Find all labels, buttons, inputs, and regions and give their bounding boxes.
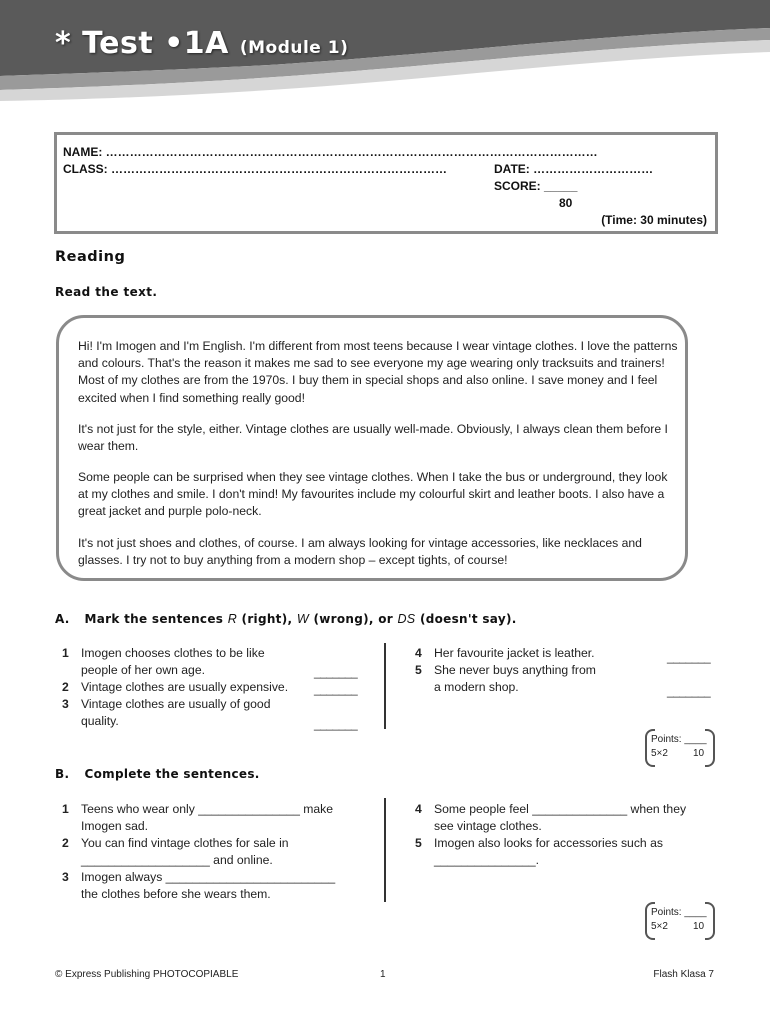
question-text: Vintage clothes are usually expensive.	[81, 680, 289, 694]
paragraph-1: Hi! I'm Imogen and I'm English. I'm different from most teens because I wear vintage clothes. I love the patterns and colours. That's the reason it makes me sad to see everyone my age wearing only tracksuits and trainers! Most of my clothes are from the 1970s. I buy them in special shops and also online. I save money and I feel excited when I find something really good!	[78, 339, 678, 405]
paragraph-2: It's not just for the style, either. Vintage clothes are usually well-made. Obviously, I always clean them before I wear them.	[78, 422, 668, 454]
question-number: 5	[415, 836, 422, 850]
question-text[interactable]: ___________________ and online.	[81, 853, 273, 867]
time-limit: (Time: 30 minutes)	[601, 213, 707, 227]
question-number: 3	[62, 870, 69, 884]
question-text: She never buys anything from	[434, 663, 596, 677]
reading-text-box	[56, 315, 688, 581]
question-number: 1	[62, 802, 69, 816]
question-text: see vintage clothes.	[434, 819, 542, 833]
question-text[interactable]: Imogen always _________________________	[81, 870, 336, 884]
answer-blank-a2[interactable]: _______	[314, 682, 358, 696]
points-label[interactable]: Points: ____	[651, 734, 707, 745]
label-w: W	[296, 612, 309, 626]
student-info-box	[54, 132, 718, 234]
question-number: 4	[415, 646, 422, 660]
question-text: people of her own age.	[81, 663, 205, 677]
class-field[interactable]: CLASS: …………………………………………………………………………	[63, 162, 447, 176]
paragraph-4: It's not just shoes and clothes, of course. I am always looking for vintage accessories, like necklaces and glasses. I try not to buy anything from a modern shop – except tights, of course!	[78, 536, 642, 568]
section-a-title	[55, 612, 517, 626]
score-total: 80	[559, 196, 573, 210]
answer-blank-a1[interactable]: _______	[314, 665, 358, 679]
points-max: 10	[693, 921, 705, 932]
label-r: R	[227, 612, 238, 626]
footer-copyright: © Express Publishing PHOTOCOPIABLE	[55, 969, 239, 980]
question-text: a modern shop.	[434, 680, 519, 694]
points-label[interactable]: Points: ____	[651, 907, 707, 918]
reading-instruction: Read the text.	[55, 285, 158, 299]
footer-page-number: 1	[380, 969, 386, 980]
footer-book-title: Flash Klasa 7	[653, 969, 714, 980]
question-text: Imogen chooses clothes to be like	[81, 646, 265, 660]
page-title	[55, 26, 348, 61]
paragraph-3: Some people can be surprised when they see vintage clothes. When I take the bus or underground, they look at my clothes and smile. I don't mind! My favourites include my colourful skirt and leather boots. I also have a great jacket and purple polo-neck.	[78, 470, 668, 519]
label-ds-text: (doesn't say).	[419, 612, 517, 626]
question-text: quality.	[81, 714, 119, 728]
header-banner	[0, 0, 770, 110]
score-field[interactable]: SCORE: _____	[494, 179, 578, 193]
section-b-letter: B.	[55, 767, 70, 781]
section-b-instruction: Complete the sentences.	[84, 767, 260, 781]
question-text: You can find vintage clothes for sale in	[81, 836, 289, 850]
column-divider-b	[384, 798, 386, 902]
label-w-text: (wrong), or	[313, 612, 393, 626]
label-r-text: (right),	[241, 612, 293, 626]
answer-blank-a3[interactable]: _______	[314, 717, 358, 731]
question-text: the clothes before she wears them.	[81, 887, 271, 901]
answer-blank-a4[interactable]: _______	[667, 650, 711, 664]
section-a-letter: A.	[55, 612, 70, 626]
label-ds: DS	[397, 612, 416, 626]
title-module: (Module 1)	[239, 38, 349, 58]
question-number: 2	[62, 680, 69, 694]
question-text: Vintage clothes are usually of good	[81, 697, 271, 711]
question-number: 5	[415, 663, 422, 677]
points-formula: 5×2	[651, 748, 668, 759]
question-number: 4	[415, 802, 422, 816]
question-number: 2	[62, 836, 69, 850]
question-number: 3	[62, 697, 69, 711]
points-box-a	[645, 729, 715, 767]
points-formula: 5×2	[651, 921, 668, 932]
name-field[interactable]: NAME: ……………………………………………………………………………………………………………	[63, 145, 598, 159]
question-text: Imogen sad.	[81, 819, 149, 833]
question-text[interactable]: _______________.	[434, 853, 540, 867]
question-text: Her favourite jacket is leather.	[434, 646, 595, 660]
date-field[interactable]: DATE: …………………………	[494, 162, 654, 176]
section-a-instruction: Mark the sentences	[84, 612, 224, 626]
section-b-title	[55, 767, 260, 781]
column-divider-a	[384, 643, 386, 729]
title-main: * Test •1A	[55, 26, 229, 61]
section-heading-reading: Reading	[55, 249, 126, 265]
points-box-b	[645, 902, 715, 940]
question-text[interactable]: Teens who wear only _______________ make	[81, 802, 334, 816]
question-number: 1	[62, 646, 69, 660]
question-text[interactable]: Some people feel ______________ when they	[434, 802, 687, 816]
points-max: 10	[693, 748, 705, 759]
question-text: Imogen also looks for accessories such as	[434, 836, 663, 850]
answer-blank-a5[interactable]: _______	[667, 684, 711, 698]
